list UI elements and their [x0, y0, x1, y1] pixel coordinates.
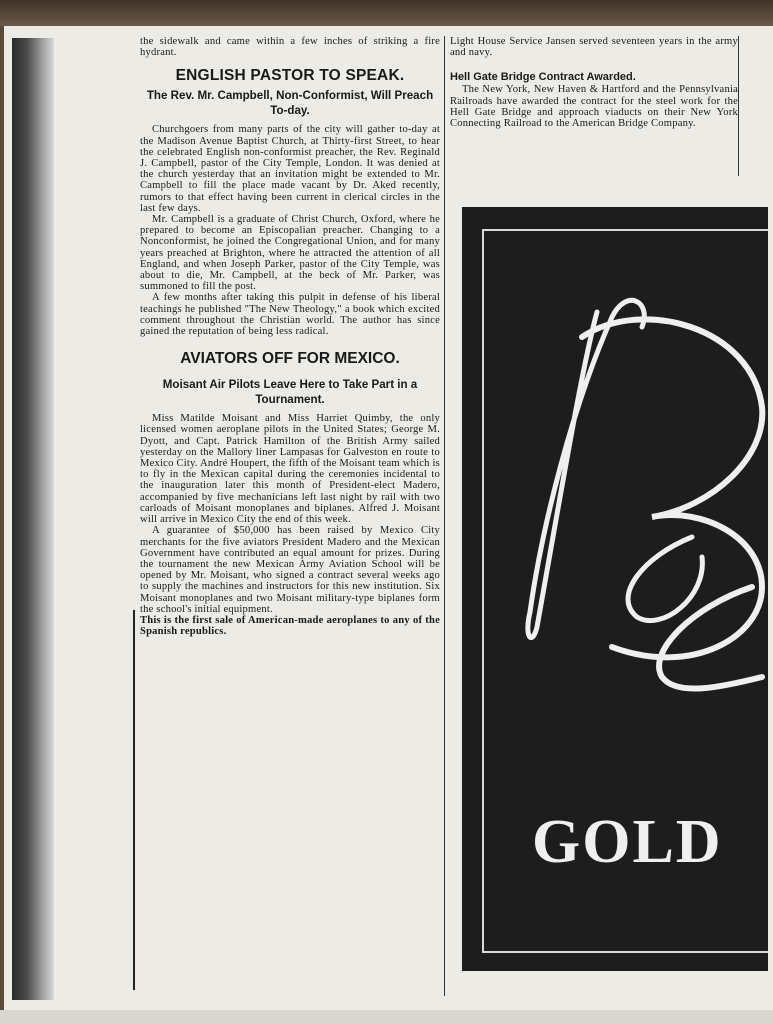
bridge-paragraph: The New York, New Haven & Hartford and the Pennsylvania Railroads have awarded the contract for the steel work for the Hell Gate Bridge and approach viaducts on their New York Connecting Railroad to the American Bridge Company.	[450, 84, 738, 130]
right-intro-continuation: Light House Service Jansen served seventeen years in the army and navy.	[450, 36, 738, 59]
article1-paragraph: Churchgoers from many parts of the city will gather to-day at the Madison Avenue Baptist Church, at Thirty-first Street, to hear the celebrated English non-conformist preacher, the Rev. Reginald J. Campbell, pastor of the City Temple, London. It was denied at the church yesterday that an invitation might be extended to Mr. Campbell to fill the place made vacant by Dr. Aked recently, rumors to that effect having been current in clerical circles in the last few days.	[140, 124, 440, 214]
bottom-edge	[0, 1010, 773, 1024]
article2-paragraph: A guarantee of $50,000 has been raised by Mexico City merchants for the five aviators President Madero and the Mexican Government have contributed an equal amount for prizes. During the tournament the new Mexican Army Aviation School will be opened by Mr. Moisant, who signed a contract several weeks ago to supply the machines and instructors for this new institution. Six Moisant monoplanes and two Moisant military-type biplanes form the school's initial equipment.	[140, 525, 440, 615]
article2-paragraph: Miss Matilde Moisant and Miss Harriet Quimby, the only licensed women aeroplane pilots in the United States; George M. Dyott, and Capt. Patrick Hamilton of the British Army sailed yesterday on the Mallory liner Lampasas for Galveston en route to Mexico City. André Houpert, the fifth of the Moisant team which is to fly in the Mexican capital during the ceremonies incidental to the inauguration later this month of President-elect Madero, accompanied by five mechanicians left last night by rail with two carloads of Moisant monoplanes and biplanes. Alfred J. Moisant will arrive in Mexico City the end of this week.	[140, 413, 440, 526]
article1-paragraph: A few months after taking this pulpit in defense of his liberal teachings he published "The New Theology," a book which excited comment throughout the Christian world. The author has since gained the reputation of being less radical.	[140, 292, 440, 338]
article2-subhead: Moisant Air Pilots Leave Here to Take Part in a Tournament.	[162, 378, 418, 407]
binding-edge	[12, 38, 54, 1000]
article2-headline: AVIATORS OFF FOR MEXICO.	[180, 350, 400, 368]
article1-paragraph: Mr. Campbell is a graduate of Christ Church, Oxford, where he prepared to become an Episcopalian preacher. Changing to a Nonconformist, he joined the Congregational Union, and for many years preached at Brighton, where he attracted the attention of all England, and when Joseph Parker, pastor of the City Temple, was about to die, Mr. Campbell, at the beck of Mr. Parker, was summoned to fill the post.	[140, 214, 440, 293]
article1-headline: ENGLISH PASTOR TO SPEAK.	[175, 67, 405, 85]
top-shadow	[0, 0, 773, 26]
column-rule	[444, 36, 445, 996]
article2-closing: This is the first sale of American-made aeroplanes to any of the Spanish republics.	[140, 614, 440, 638]
article1-subhead: The Rev. Mr. Campbell, Non-Conformist, Will Preach To-day.	[146, 89, 434, 118]
left-column	[140, 36, 440, 966]
ad-gold-text: GOLD	[532, 808, 723, 876]
right-column-rule	[738, 36, 739, 176]
intro-continuation: the sidewalk and came within a few inches of striking a fire hydrant.	[140, 36, 440, 59]
bridge-headline: Hell Gate Bridge Contract Awarded.	[450, 71, 636, 84]
advertisement	[462, 207, 768, 971]
scan-mark	[133, 610, 135, 990]
right-column	[450, 36, 738, 178]
